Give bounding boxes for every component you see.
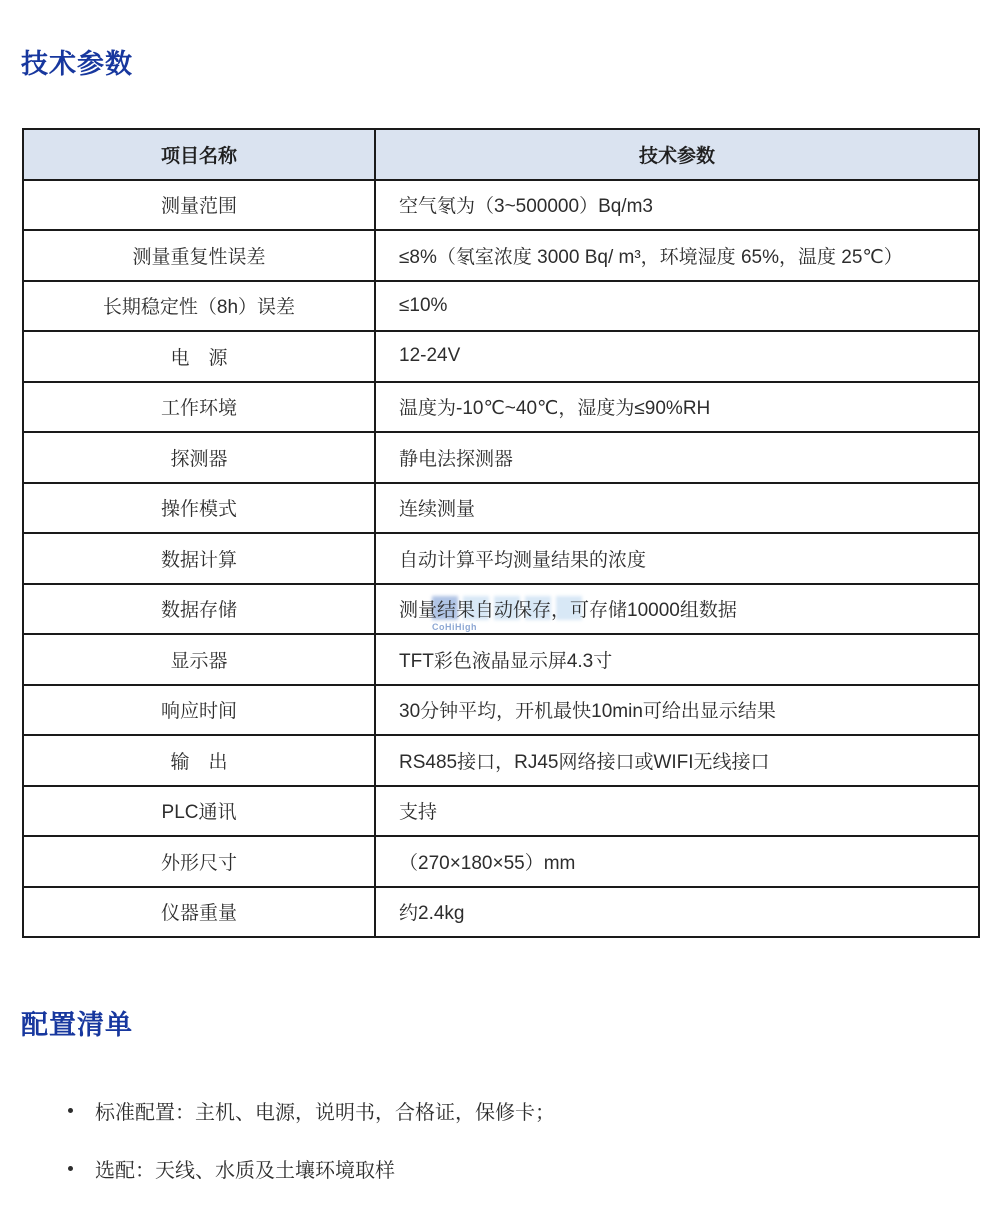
row-value: 静电法探测器: [375, 432, 979, 483]
row-name: 长期稳定性（8h）误差: [23, 281, 375, 332]
table-row: [23, 685, 979, 736]
table-row: [23, 786, 979, 837]
row-name: 操作模式: [23, 483, 375, 534]
row-name: 测量重复性误差: [23, 230, 375, 281]
row-value: ≤8%（氡室浓度 3000 Bq/ m³，环境湿度 65%，温度 25℃）: [375, 230, 979, 281]
table-row: [23, 836, 979, 887]
table-row: [23, 584, 979, 635]
table-row: [23, 281, 979, 332]
row-value: 自动计算平均测量结果的浓度: [375, 533, 979, 584]
table-row: [23, 432, 979, 483]
row-value: 支持: [375, 786, 979, 837]
table-row: [23, 331, 979, 382]
row-name: 外形尺寸: [23, 836, 375, 887]
watermark-subtext: CoHiHigh: [432, 622, 477, 632]
list-item-text: 标准配置：主机、电源，说明书，合格证，保修卡；: [95, 1101, 555, 1124]
row-name: PLC通讯: [23, 786, 375, 837]
spec-table: [22, 128, 980, 938]
row-value: 12-24V: [375, 331, 979, 382]
table-row: [23, 887, 979, 938]
row-name: 电 源: [23, 331, 375, 382]
bullet-icon: [68, 1108, 73, 1113]
row-name: 输 出: [23, 735, 375, 786]
row-name: 响应时间: [23, 685, 375, 736]
table-header-row: [23, 129, 979, 180]
table-row: [23, 533, 979, 584]
header-item-name: 项目名称: [23, 129, 375, 180]
section-title-config-list: 配置清单: [21, 1010, 133, 1040]
row-value: 温度为-10℃~40℃，湿度为≤90%RH: [375, 382, 979, 433]
row-name: 仪器重量: [23, 887, 375, 938]
row-value: TFT彩色液晶显示屏4.3寸: [375, 634, 979, 685]
header-tech-params: 技术参数: [375, 129, 979, 180]
bullet-icon: [68, 1166, 73, 1171]
row-value: RS485接口，RJ45网络接口或WIFI无线接口: [375, 735, 979, 786]
row-value: 空气氡为（3~500000）Bq/m3: [375, 180, 979, 231]
row-name: 测量范围: [23, 180, 375, 231]
section-title-tech-params: 技术参数: [21, 49, 133, 79]
row-value: 30分钟平均，开机最快10min可给出显示结果: [375, 685, 979, 736]
config-bullet-list: [68, 1096, 555, 1212]
table-row: [23, 634, 979, 685]
row-name: 探测器: [23, 432, 375, 483]
row-value: ≤10%: [375, 281, 979, 332]
table-row: [23, 735, 979, 786]
table-row: [23, 180, 979, 231]
table-row: [23, 483, 979, 534]
row-name: 显示器: [23, 634, 375, 685]
row-value: 约2.4kg: [375, 887, 979, 938]
row-name: 数据存储: [23, 584, 375, 635]
table-row: [23, 382, 979, 433]
row-value: 连续测量: [375, 483, 979, 534]
row-value: （270×180×55）mm: [375, 836, 979, 887]
list-item: [68, 1154, 555, 1182]
list-item: [68, 1096, 555, 1124]
row-name: 数据计算: [23, 533, 375, 584]
row-name: 工作环境: [23, 382, 375, 433]
table-row: [23, 230, 979, 281]
row-value: 测量结果自动保存，可存储10000组数据: [375, 584, 979, 635]
list-item-text: 选配：天线、水质及土壤环境取样: [95, 1159, 395, 1182]
